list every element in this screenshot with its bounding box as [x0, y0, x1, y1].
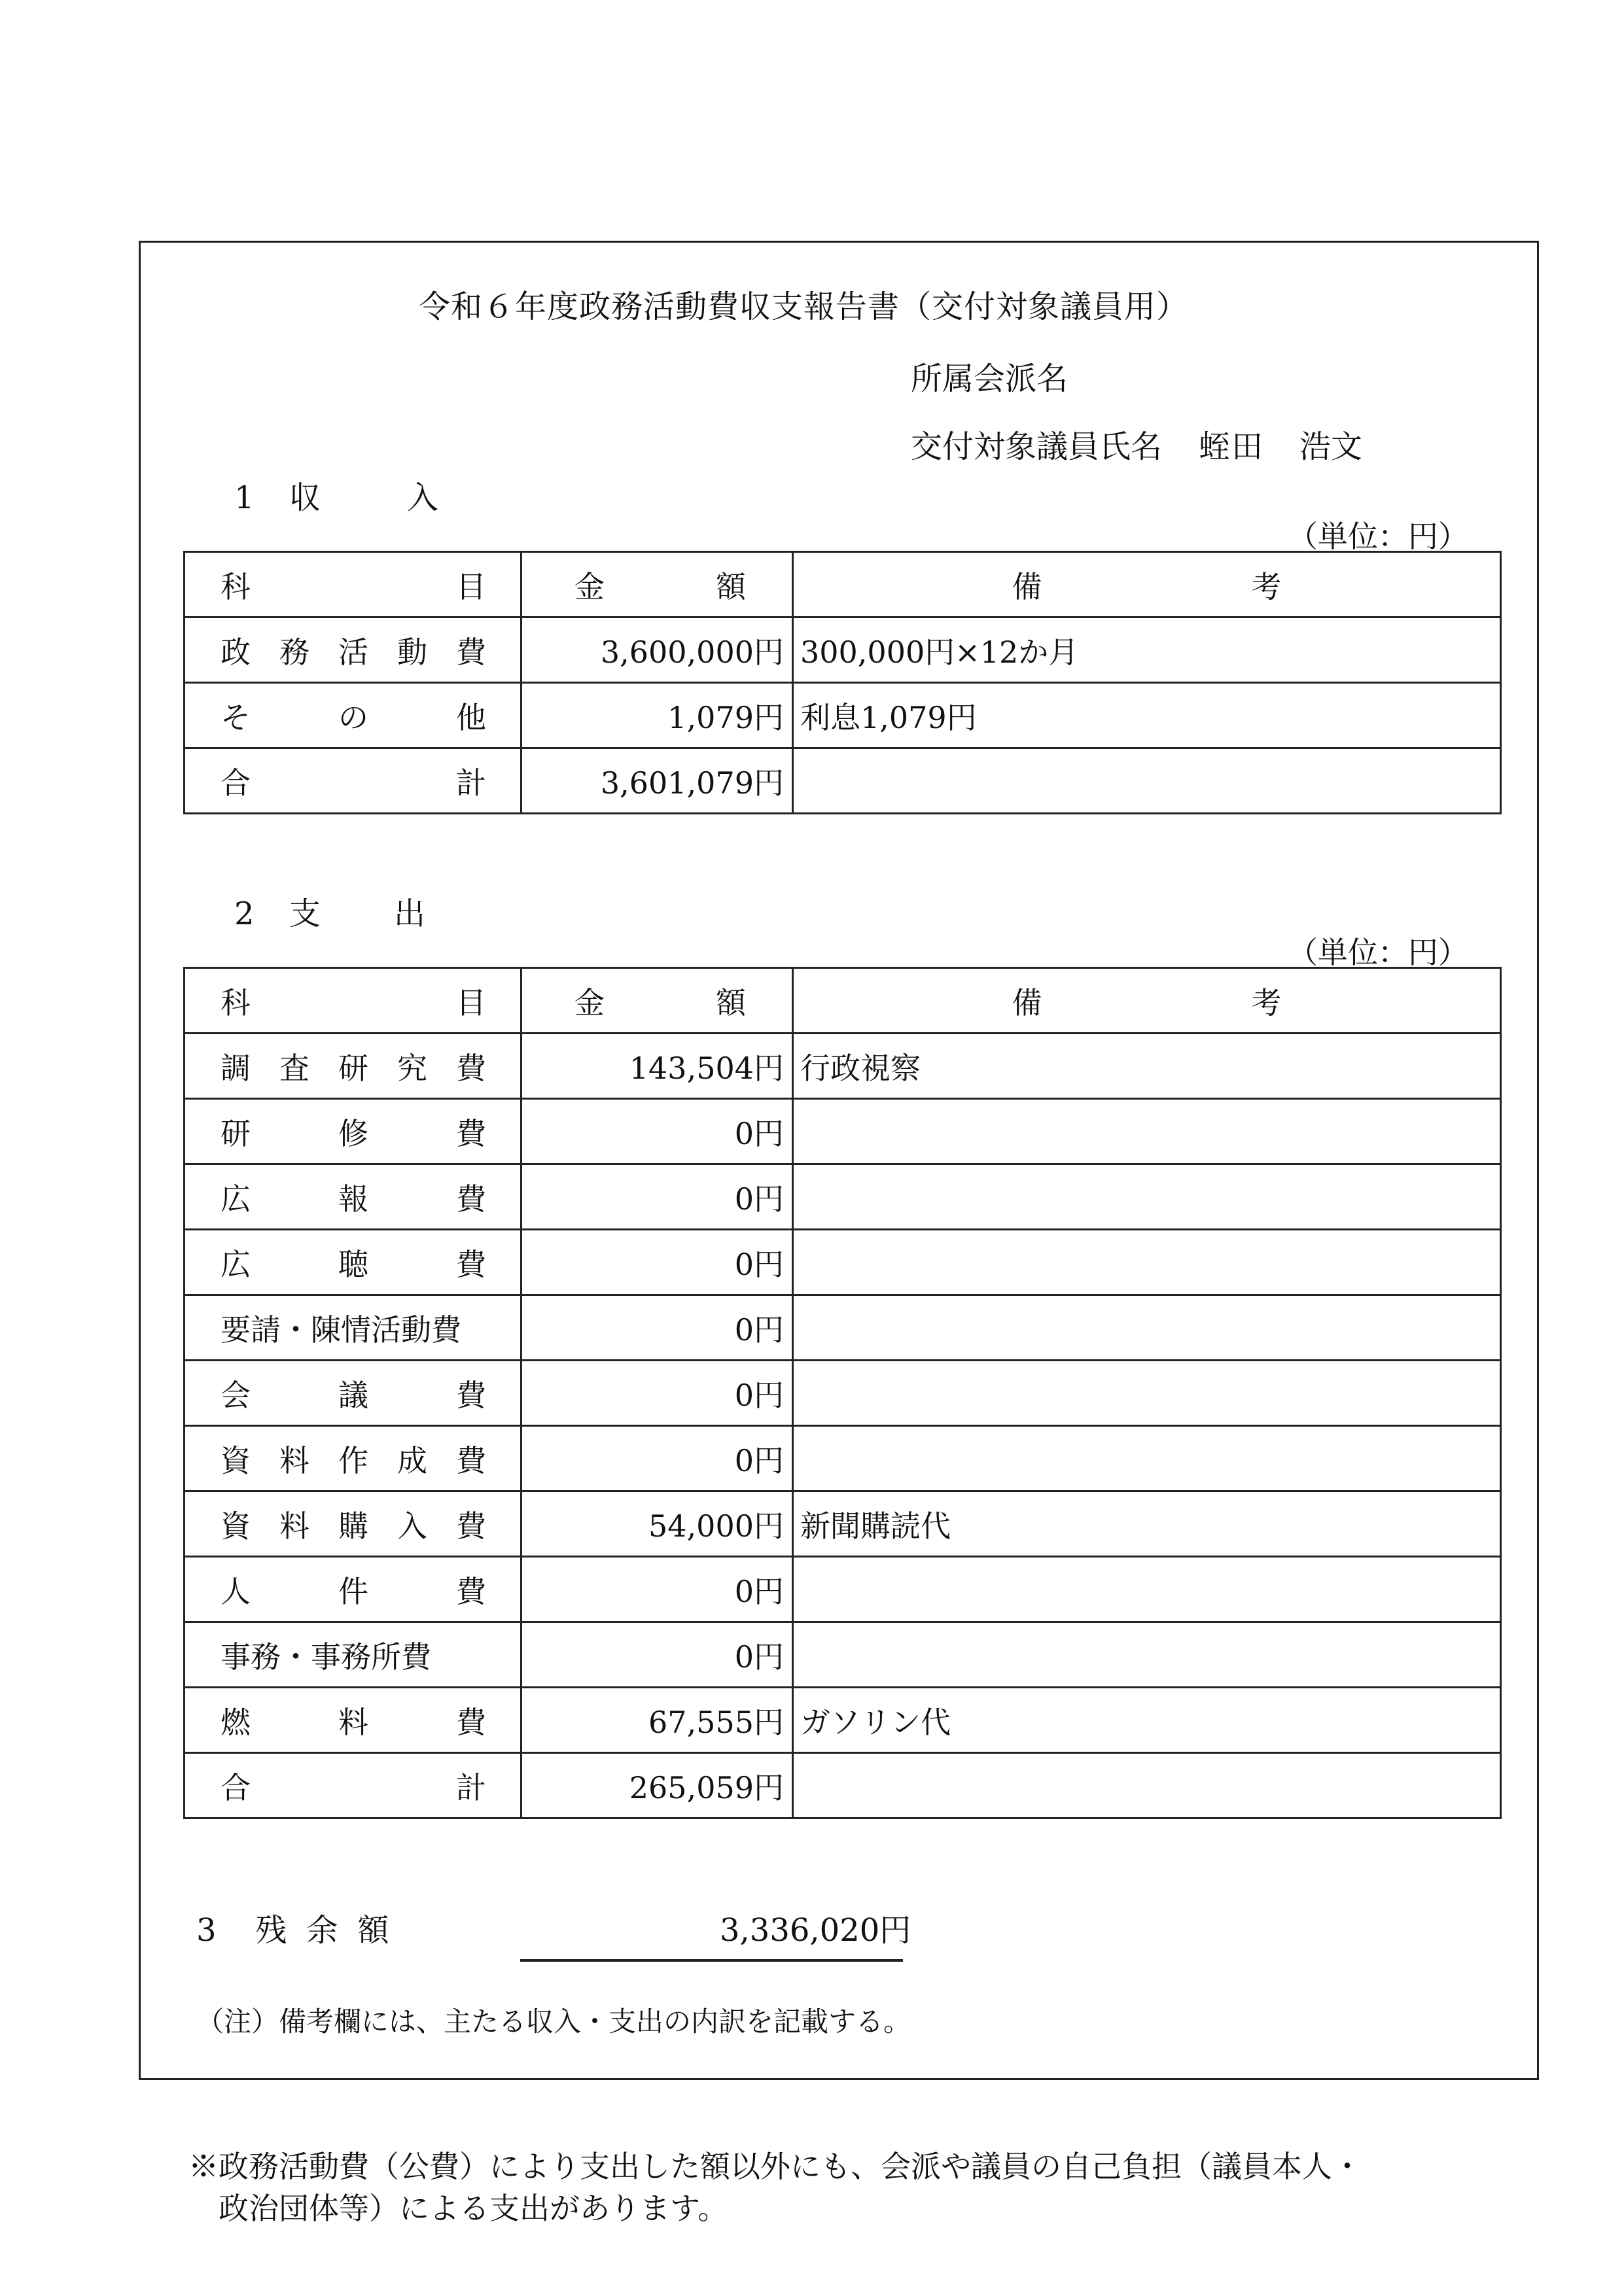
table-row [185, 1688, 1501, 1753]
row-item-cell [185, 1034, 521, 1099]
header-amount-cell [521, 968, 793, 1034]
row-amount: 0円 [521, 1426, 793, 1491]
row-item-label [185, 1699, 520, 1742]
row-note [793, 1295, 1501, 1361]
table-header-row [185, 552, 1501, 617]
row-item-char: 燃 [221, 1704, 251, 1740]
table-row [185, 1034, 1501, 1099]
table-row [185, 1099, 1501, 1164]
row-item-label [185, 1045, 520, 1088]
row-item-char: 費 [456, 1573, 486, 1609]
expense-section-number: 2 [234, 896, 256, 932]
row-item-char: 合 [221, 1769, 251, 1805]
row-item-label [185, 1633, 520, 1677]
income-section-number: 1 [234, 479, 256, 516]
row-item-cell [185, 1099, 521, 1164]
row-note: 利息1,079円 [793, 683, 1501, 748]
table-row [185, 1361, 1501, 1426]
header-item-cell [185, 552, 521, 617]
row-item-label [185, 1503, 520, 1546]
header-amount-label [522, 979, 792, 1022]
row-item-char: 成 [397, 1442, 427, 1478]
row-item-char: 広 [221, 1181, 251, 1217]
row-item-char: 費 [456, 1442, 486, 1478]
row-amount: 0円 [521, 1557, 793, 1622]
header-note-cell [793, 552, 1501, 617]
report-title: 令和６年度政務活動費収支報告書（交付対象議員用） [419, 288, 1189, 325]
row-item-char: 修 [338, 1115, 368, 1151]
row-item-char: 作 [338, 1442, 368, 1478]
header-item-cell [185, 968, 521, 1034]
table-row [185, 1622, 1501, 1688]
row-item-cell [185, 1230, 521, 1295]
row-item-char: 人 [221, 1573, 251, 1609]
remarks-note: （注）備考欄には、主たる収入・支出の内訳を記載する。 [196, 2006, 911, 2038]
row-item-char: 報 [338, 1181, 368, 1217]
member-given-name: 浩文 [1299, 428, 1363, 465]
row-item-char: 購 [338, 1508, 368, 1544]
row-amount: 0円 [521, 1622, 793, 1688]
row-item-label [185, 694, 520, 737]
header-note-char: 備 [1012, 984, 1042, 1020]
expense-section-heading [234, 888, 427, 933]
row-note [793, 1230, 1501, 1295]
row-item-char: 研 [221, 1115, 251, 1151]
row-item-char: 費 [456, 1050, 486, 1086]
row-note: 行政視察 [793, 1034, 1501, 1099]
expense-table [183, 967, 1502, 1819]
table-row [185, 1557, 1501, 1622]
row-item-cell [185, 1295, 521, 1361]
row-item-label [185, 1175, 520, 1219]
row-item-label [185, 629, 520, 672]
row-item-char: 料 [338, 1704, 368, 1740]
row-item-cell [185, 1688, 521, 1753]
row-item-char: 合 [221, 765, 251, 801]
row-item-char: 調 [221, 1050, 251, 1086]
expense-title-char-1: 支 [289, 896, 323, 932]
row-item-char: 料 [279, 1508, 309, 1544]
header-item-char: 目 [456, 984, 486, 1020]
balance-value: 3,336,020円 [720, 1912, 911, 1949]
table-row [185, 1426, 1501, 1491]
expense-title-char-2: 出 [394, 896, 427, 932]
row-note [793, 1099, 1501, 1164]
row-note: 新聞購読代 [793, 1491, 1501, 1557]
row-note [793, 748, 1501, 814]
row-item-char: 資 [221, 1442, 251, 1478]
member-line [911, 421, 1362, 466]
header-note-char: 考 [1251, 568, 1282, 604]
row-amount: 0円 [521, 1164, 793, 1230]
row-item-char: 費 [456, 1181, 486, 1217]
footnote [188, 2146, 1362, 2229]
row-item-char: 費 [456, 1508, 486, 1544]
row-amount: 67,555円 [521, 1688, 793, 1753]
income-title-char-2: 入 [407, 479, 440, 516]
row-item-char: 費 [456, 1246, 486, 1282]
row-item-char: 動 [397, 634, 427, 670]
row-note: ガソリン代 [793, 1688, 1501, 1753]
row-item-char: 広 [221, 1246, 251, 1282]
table-row [185, 683, 1501, 748]
row-item-char: 費 [456, 1704, 486, 1740]
row-item-cell [185, 1622, 521, 1688]
header-note-cell [793, 968, 1501, 1034]
header-amount-char: 金 [574, 984, 605, 1020]
table-row [185, 748, 1501, 814]
table-row [185, 1295, 1501, 1361]
row-item-char: 聴 [338, 1246, 368, 1282]
row-item-cell [185, 1361, 521, 1426]
row-item-label [185, 1372, 520, 1415]
header-amount-char: 額 [716, 568, 746, 604]
balance-underline [520, 1959, 903, 1962]
header-note-char: 備 [1012, 568, 1042, 604]
row-amount: 265,059円 [521, 1753, 793, 1818]
row-item-char: 費 [456, 1115, 486, 1151]
row-item-char: 研 [338, 1050, 368, 1086]
row-item-char: 議 [338, 1377, 368, 1413]
income-unit-label: （単位：円） [1288, 519, 1468, 554]
row-amount: 0円 [521, 1361, 793, 1426]
row-item-cell [185, 1164, 521, 1230]
row-note [793, 1164, 1501, 1230]
row-item-label [185, 1764, 520, 1807]
row-amount: 3,600,000円 [521, 617, 793, 683]
row-note [793, 1753, 1501, 1818]
balance-label: 残余額 [255, 1912, 409, 1949]
header-item-char: 科 [221, 568, 251, 604]
row-note: 300,000円×12か月 [793, 617, 1501, 683]
row-item-label [185, 1306, 520, 1349]
header-amount-cell [521, 552, 793, 617]
member-surname: 蛭田 [1199, 428, 1265, 465]
row-item-char: 費 [456, 634, 486, 670]
row-amount: 54,000円 [521, 1491, 793, 1557]
row-item-char: の [338, 699, 368, 735]
row-item-char: 究 [397, 1050, 427, 1086]
faction-label: 所属会派名 [911, 360, 1068, 397]
member-label: 交付対象議員氏名 [911, 428, 1163, 465]
income-table [183, 551, 1502, 814]
row-item-char: 資 [221, 1508, 251, 1544]
expense-unit-label: （単位：円） [1288, 935, 1468, 970]
row-item-char: 務 [279, 634, 309, 670]
row-amount: 1,079円 [521, 683, 793, 748]
row-amount: 0円 [521, 1099, 793, 1164]
table-row [185, 1491, 1501, 1557]
row-item-char: 計 [456, 1769, 486, 1805]
table-header-row [185, 968, 1501, 1034]
row-item-char: 費 [456, 1377, 486, 1413]
income-section-heading [234, 472, 440, 517]
header-amount-char: 額 [716, 984, 746, 1020]
row-note [793, 1361, 1501, 1426]
row-item-char: 要請・陳情活動費 [221, 1312, 461, 1348]
header-item-char: 目 [456, 568, 486, 604]
row-item-char: 査 [279, 1050, 309, 1086]
header-item-label [185, 563, 520, 606]
row-item-char: 他 [456, 699, 486, 735]
row-item-label [185, 759, 520, 803]
footnote-line-2: 政治団体等）による支出があります。 [219, 2191, 728, 2226]
table-row [185, 1230, 1501, 1295]
row-item-char: そ [221, 699, 251, 735]
table-row [185, 1164, 1501, 1230]
row-note [793, 1622, 1501, 1688]
header-note-char: 考 [1251, 984, 1282, 1020]
row-item-cell [185, 683, 521, 748]
table-row [185, 1753, 1501, 1818]
row-item-char: 入 [397, 1508, 427, 1544]
row-item-cell [185, 1491, 521, 1557]
row-item-char: 事務・事務所費 [221, 1639, 431, 1675]
row-amount: 143,504円 [521, 1034, 793, 1099]
balance-heading [196, 1905, 409, 1950]
footnote-line-1: ※政務活動費（公費）により支出した額以外にも、会派や議員の自己負担（議員本人・ [188, 2149, 1362, 2184]
row-item-char: 計 [456, 765, 486, 801]
header-amount-char: 金 [574, 568, 605, 604]
balance-number: 3 [196, 1912, 217, 1949]
row-amount: 3,601,079円 [521, 748, 793, 814]
income-title-char-1: 収 [289, 479, 323, 516]
header-item-char: 科 [221, 984, 251, 1020]
header-amount-label [522, 563, 792, 606]
header-item-label [185, 979, 520, 1022]
row-item-label [185, 1568, 520, 1611]
row-item-char: 料 [279, 1442, 309, 1478]
row-item-char: 活 [338, 634, 368, 670]
row-item-char: 会 [221, 1377, 251, 1413]
row-item-cell [185, 1426, 521, 1491]
table-row [185, 617, 1501, 683]
row-amount: 0円 [521, 1295, 793, 1361]
row-item-cell [185, 1753, 521, 1818]
row-item-label [185, 1241, 520, 1284]
row-note [793, 1426, 1501, 1491]
row-item-label [185, 1110, 520, 1153]
row-item-cell [185, 617, 521, 683]
row-item-label [185, 1437, 520, 1480]
row-item-cell [185, 1557, 521, 1622]
row-item-char: 政 [221, 634, 251, 670]
row-amount: 0円 [521, 1230, 793, 1295]
row-note [793, 1557, 1501, 1622]
row-item-cell [185, 748, 521, 814]
row-item-char: 件 [338, 1573, 368, 1609]
